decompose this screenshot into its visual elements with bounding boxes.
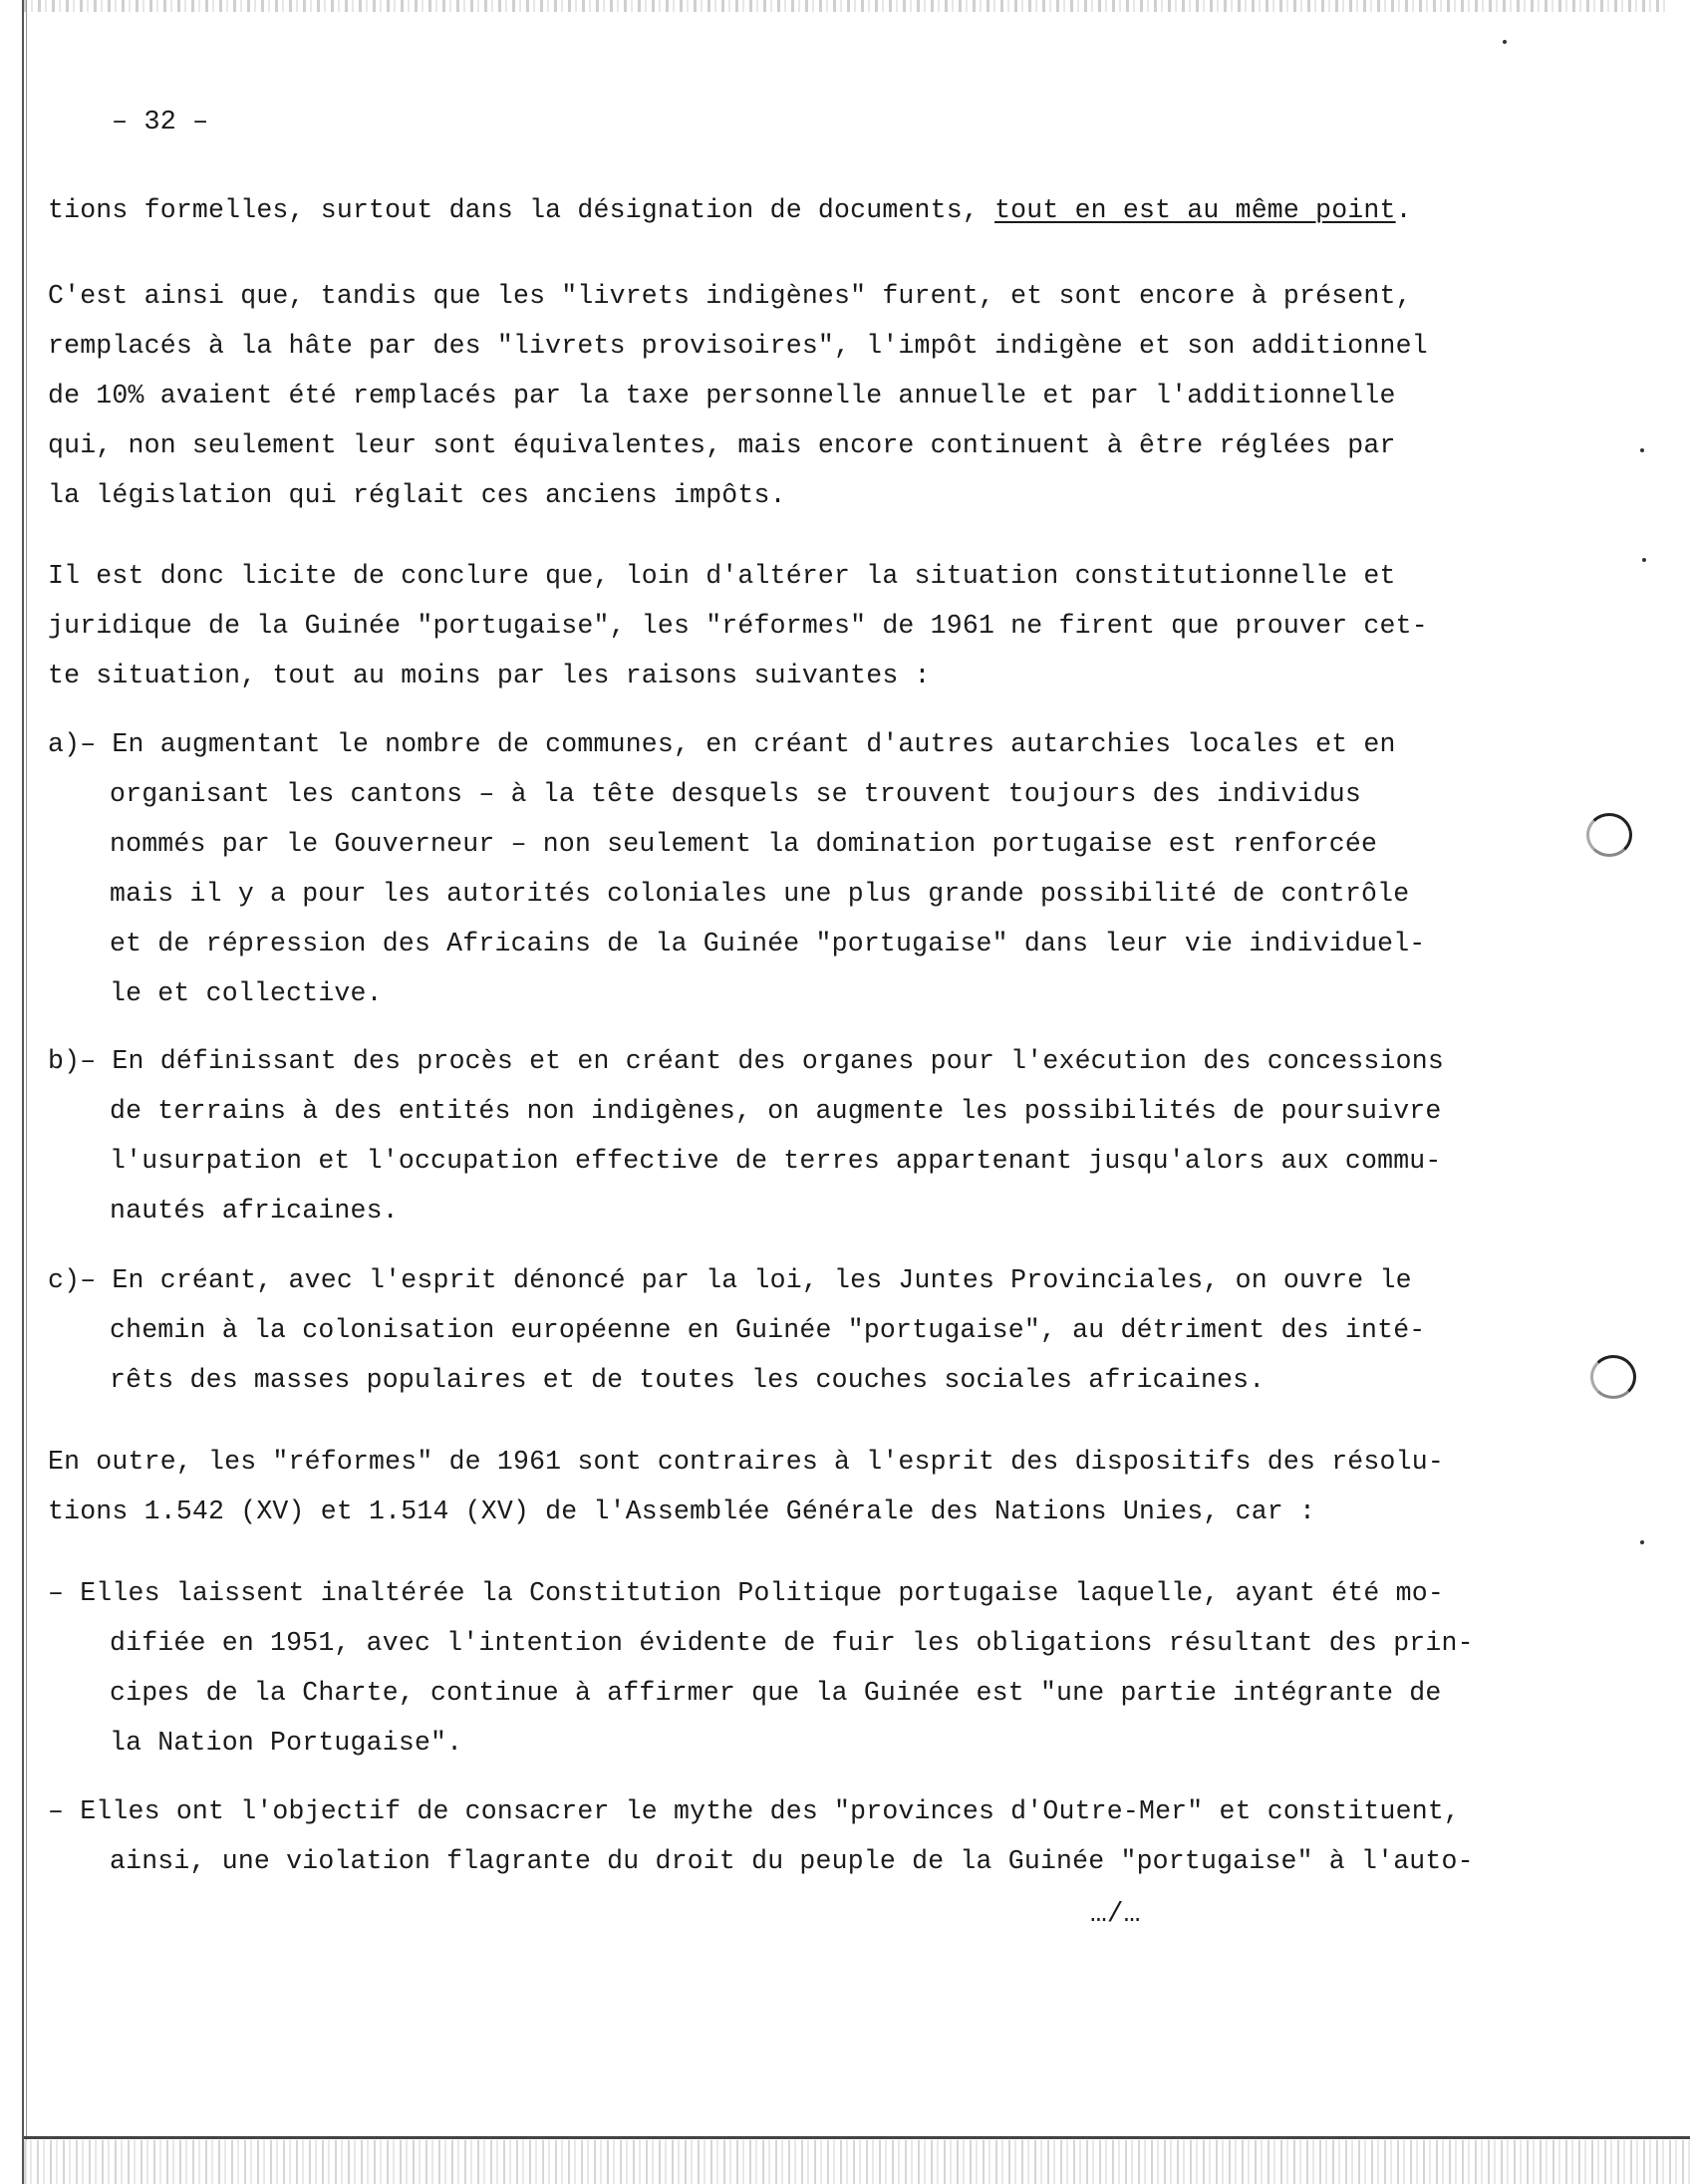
- text-line: chemin à la colonisation européenne en Guinée "portugaise", au détriment des inté-: [110, 1315, 1426, 1345]
- scan-bottom-rule: [24, 2136, 1690, 2139]
- text-line: cipes de la Charte, continue à affirmer que la Guinée est "une partie intégrante de: [110, 1678, 1442, 1708]
- text-line: juridique de la Guinée "portugaise", les "réformes" de 1961 ne firent que prouver cet-: [48, 611, 1428, 641]
- page-left-edge-shadow: [26, 0, 27, 2184]
- scan-bottom-edge: [24, 2140, 1690, 2184]
- text-line: – Elles ont l'objectif de consacrer le mythe des "provinces d'Outre-Mer" et constituent,: [48, 1796, 1461, 1826]
- text-line: rêts des masses populaires et de toutes les couches sociales africaines.: [110, 1365, 1266, 1395]
- text-line: te situation, tout au moins par les raisons suivantes :: [48, 661, 931, 690]
- text-line: mais il y a pour les autorités coloniales une plus grande possibilité de contrôle: [110, 879, 1410, 909]
- text-run: .: [1395, 195, 1412, 225]
- scan-top-edge: [24, 0, 1668, 12]
- underlined-text: tout en est au même point: [994, 195, 1396, 225]
- text-line: qui, non seulement leur sont équivalentes, mais encore continuent à être réglées par: [48, 430, 1396, 460]
- text-line: nommés par le Gouverneur – non seulement la domination portugaise est renforcée: [110, 829, 1378, 859]
- text-line: de terrains à des entités non indigènes, on augmente les possibilités de poursuivre: [110, 1096, 1442, 1126]
- list-item-c: [48, 1255, 1443, 1405]
- text-line: l'usurpation et l'occupation effective de terres appartenant jusqu'alors aux commu-: [110, 1146, 1442, 1176]
- paragraph-conclusion: [48, 551, 1443, 700]
- text-line: et de répression des Africains de la Guinée "portugaise" dans leur vie individuel-: [110, 929, 1426, 958]
- punch-hole-mark: [1590, 1355, 1636, 1399]
- list-item-a: [48, 719, 1443, 1018]
- text-line: b)– En définissant des procès et en créant des organes pour l'exécution des concessions: [48, 1046, 1444, 1076]
- text-line: En outre, les "réformes" de 1961 sont contraires à l'esprit des dispositifs des résolu-: [48, 1447, 1444, 1477]
- text-line: tions 1.542 (XV) et 1.514 (XV) de l'Assemblée Générale des Nations Unies, car :: [48, 1497, 1316, 1526]
- text-line: remplacés à la hâte par des "livrets provisoires", l'impôt indigène et son additionnel: [48, 331, 1428, 361]
- text-line: Il est donc licite de conclure que, loin d'altérer la situation constitutionnelle et: [48, 561, 1396, 591]
- text-line: ainsi, une violation flagrante du droit du peuple de la Guinée "portugaise" à l'auto-: [110, 1846, 1474, 1876]
- text-line: C'est ainsi que, tandis que les "livrets indigènes" furent, et sont encore à présent,: [48, 281, 1412, 311]
- text-line: la législation qui réglait ces anciens impôts.: [48, 480, 786, 510]
- text-run: tions formelles, surtout dans la désignation de documents,: [48, 195, 995, 225]
- text-line: difiée en 1951, avec l'intention évidente de fuir les obligations résultant des prin-: [110, 1628, 1474, 1658]
- paragraph-resolutions: [48, 1437, 1443, 1536]
- paragraph-continuation: [48, 185, 1443, 235]
- scan-speck: [1503, 40, 1507, 44]
- scan-speck: [1642, 558, 1646, 562]
- page-number: – 32 –: [112, 108, 209, 137]
- punch-hole-mark: [1586, 813, 1632, 857]
- page-left-edge: [22, 0, 24, 2184]
- text-line: [48, 185, 1443, 235]
- text-line: a)– En augmentant le nombre de communes, en créant d'autres autarchies locales et en: [48, 729, 1396, 759]
- text-line: c)– En créant, avec l'esprit dénoncé par la loi, les Juntes Provinciales, on ouvre le: [48, 1265, 1412, 1295]
- text-line: de 10% avaient été remplacés par la taxe personnelle annuelle et par l'additionnelle: [48, 381, 1396, 410]
- text-line: nautés africaines.: [110, 1196, 399, 1226]
- list-item-b: [48, 1036, 1443, 1235]
- dash-item-myth: [48, 1786, 1474, 1886]
- scan-speck: [1640, 1540, 1644, 1544]
- text-line: la Nation Portugaise".: [110, 1728, 463, 1758]
- paragraph-livrets: [48, 271, 1443, 520]
- text-line: le et collective.: [110, 978, 383, 1008]
- continuation-marker: …/…: [1090, 1899, 1141, 1930]
- text-line: organisant les cantons – à la tête desquels se trouvent toujours des individus: [110, 779, 1362, 809]
- text-line: – Elles laissent inaltérée la Constitution Politique portugaise laquelle, ayant été mo-: [48, 1578, 1444, 1608]
- scan-speck: [1640, 448, 1644, 452]
- dash-item-constitution: [48, 1568, 1474, 1768]
